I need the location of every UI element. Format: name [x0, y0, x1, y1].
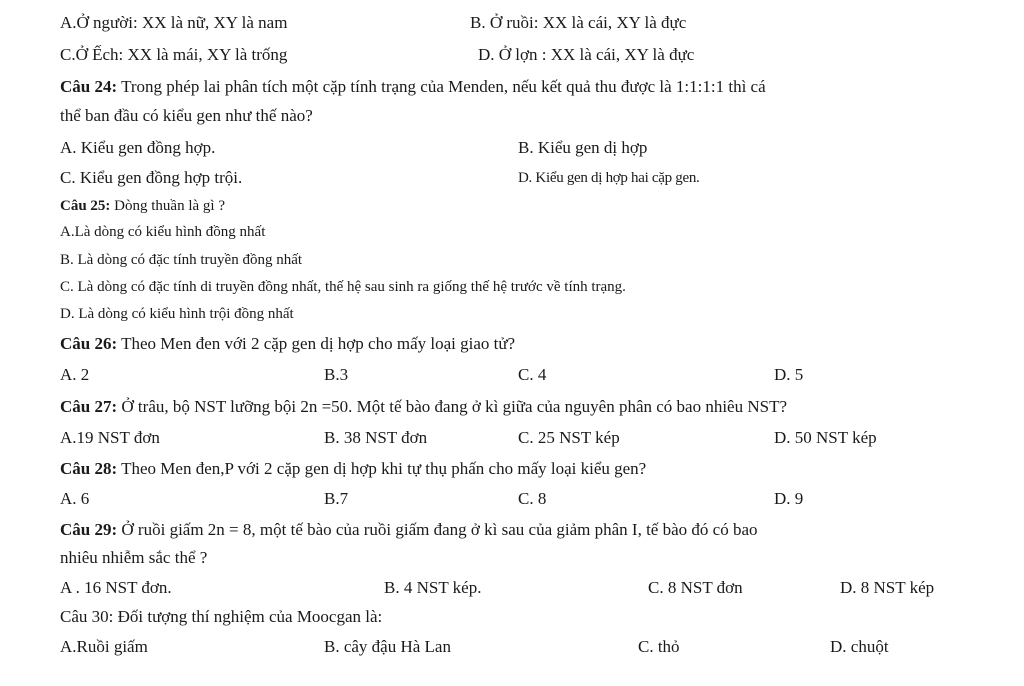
- q28-text: Theo Men đen,P với 2 cặp gen dị hợp khi tự thụ phấn cho mấy loại kiểu gen?: [117, 459, 647, 478]
- q26-question: [60, 334, 515, 354]
- q24-option-b: B. Kiểu gen dị hợp: [518, 138, 648, 157]
- q29-option-c: C. 8 NST đơn: [648, 578, 743, 597]
- q24-option-c: C. Kiểu gen đồng hợp trội.: [60, 168, 243, 187]
- q28-label: Câu 28:: [60, 459, 118, 478]
- q27-label: Câu 27:: [60, 397, 118, 416]
- q27-option-a: A.19 NST đơn: [60, 428, 160, 447]
- q25-option-c: C. Là dòng có đặc tính di truyền đồng nhất, thế hệ sau sinh ra giống thế hệ trước về tính trạng.: [60, 279, 626, 295]
- q29-text-line1: Ở ruồi giấm 2n = 8, một tế bào của ruồi giấm đang ở kì sau của giảm phân I, tế bào đó có bao: [117, 520, 758, 539]
- q27-option-c: C. 25 NST kép: [518, 428, 620, 447]
- q24-text-line2: thể ban đầu có kiểu gen như thế nào?: [60, 106, 313, 125]
- q28-question: [60, 459, 646, 479]
- q23-option-c: C.Ở Ếch: XX là mái, XY là trống: [60, 45, 288, 64]
- q26-option-d: D. 5: [774, 365, 804, 384]
- q23-option-b: B. Ở ruồi: XX là cái, XY là đực: [470, 13, 687, 32]
- q27-question: [60, 397, 787, 417]
- q25-label: Câu 25:: [60, 198, 111, 214]
- q23-option-a: A.Ở người: XX là nữ, XY là nam: [60, 13, 288, 32]
- q24-option-d: D. Kiểu gen dị hợp hai cặp gen.: [518, 170, 700, 186]
- q29-label: Câu 29:: [60, 520, 118, 539]
- q24-option-a: A. Kiểu gen đồng hợp.: [60, 138, 216, 157]
- q26-option-c: C. 4: [518, 365, 547, 384]
- q27-text: Ở trâu, bộ NST lưỡng bội 2n =50. Một tế bào đang ở kì giữa của nguyên phân có bao nhiêu NST?: [117, 397, 788, 416]
- q27-option-b: B. 38 NST đơn: [324, 428, 428, 447]
- q30-option-b: B. cây đậu Hà Lan: [324, 637, 451, 656]
- q25-question: [60, 196, 225, 216]
- q29-option-a: A . 16 NST đơn.: [60, 578, 172, 597]
- q24-question: [60, 77, 766, 97]
- q28-option-b: B.7: [324, 489, 349, 508]
- q28-option-c: C. 8: [518, 489, 547, 508]
- q25-option-b: B. Là dòng có đặc tính truyền đồng nhất: [60, 252, 303, 268]
- q29-text-line2: nhiêu nhiễm sắc thể ?: [60, 548, 208, 567]
- q30-question: Câu 30: Đối tượng thí nghiệm của Moocgan là:: [60, 607, 383, 626]
- q29-option-b: B. 4 NST kép.: [384, 578, 482, 597]
- q25-text: Dòng thuần là gì ?: [110, 198, 225, 214]
- q30-option-d: D. chuột: [830, 637, 889, 656]
- q25-option-d: D. Là dòng có kiểu hình trội đồng nhất: [60, 306, 294, 322]
- q24-label: Câu 24:: [60, 77, 118, 96]
- q28-option-d: D. 9: [774, 489, 804, 508]
- q28-option-a: A. 6: [60, 489, 90, 508]
- q26-text: Theo Men đen với 2 cặp gen dị hợp cho mấy loại giao tử?: [117, 334, 516, 353]
- q26-option-b: B.3: [324, 365, 349, 384]
- q24-text-line1: Trong phép lai phân tích một cặp tính trạng của Menden, nếu kết quả thu được là 1:1:1:1 thì cá: [117, 77, 766, 96]
- q26-option-a: A. 2: [60, 365, 90, 384]
- q30-option-c: C. thỏ: [638, 637, 680, 656]
- q29-question: [60, 520, 758, 540]
- q23-option-d: D. Ở lợn : XX là cái, XY là đực: [478, 45, 695, 64]
- q29-option-d: D. 8 NST kép: [840, 578, 935, 597]
- q30-option-a: A.Ruồi giấm: [60, 637, 148, 656]
- q25-option-a: A.Là dòng có kiểu hình đồng nhất: [60, 224, 266, 240]
- q27-option-d: D. 50 NST kép: [774, 428, 877, 447]
- q26-label: Câu 26:: [60, 334, 118, 353]
